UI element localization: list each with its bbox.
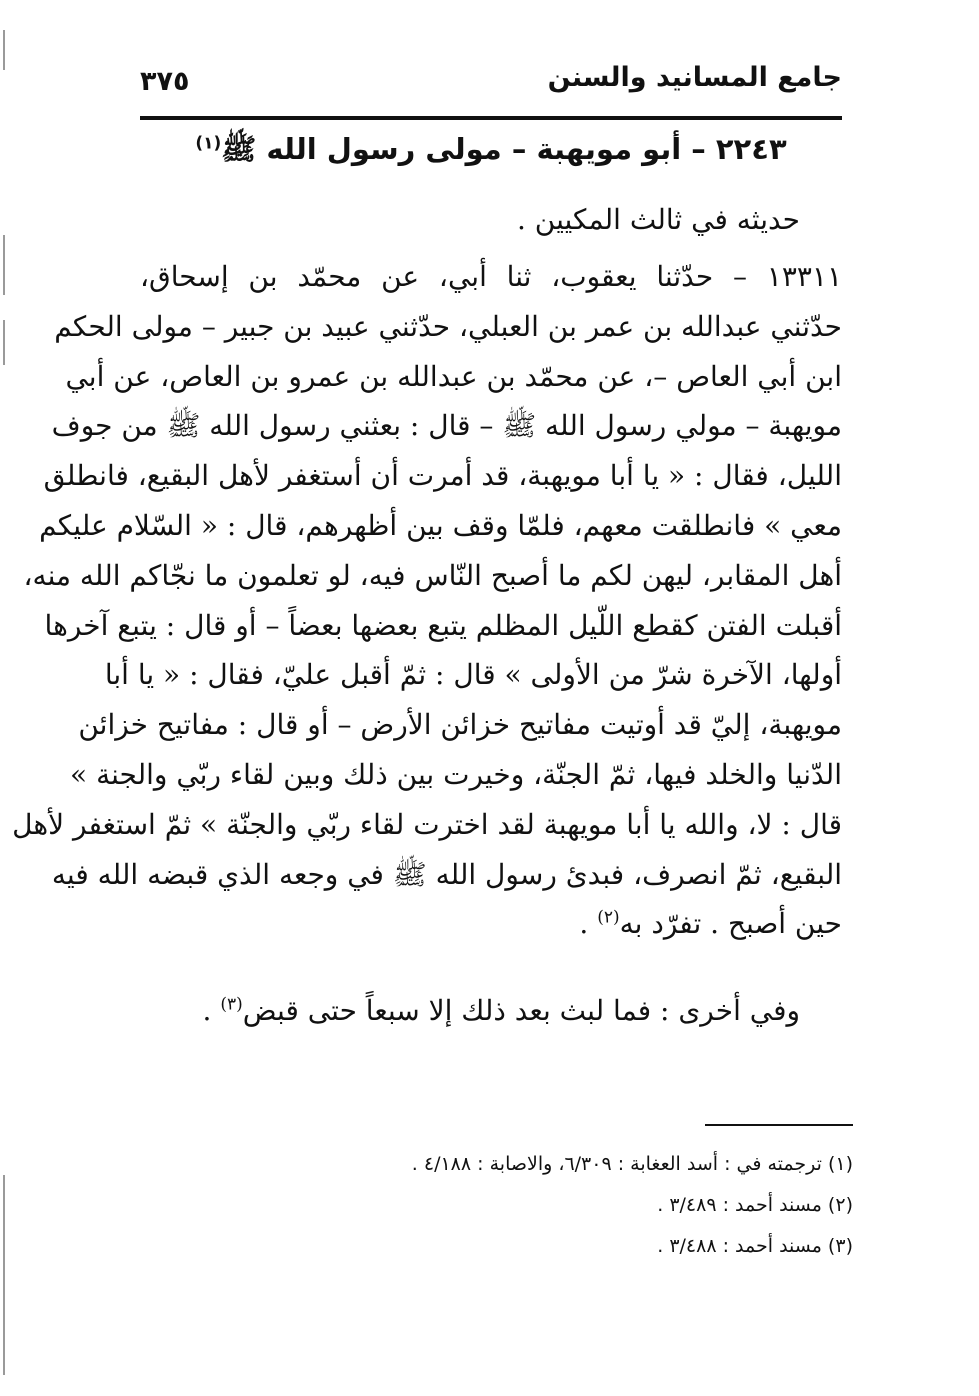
hadith-line: ١٣٣١١ – حدّثنا يعقوب، ثنا أبي، عن محمّد بن إسحاق، — [140, 260, 842, 293]
variant-tail: . — [202, 994, 221, 1027]
scan-edge-mark — [3, 235, 5, 295]
footnote-ref: (٢) — [597, 908, 620, 929]
hadith-last-tail: . — [579, 907, 598, 941]
hadith-line: أهل المقابر، ليهن لكم ما أصبح النّاس فيه، لو تعلمون ما نجّاكم الله منه، — [23, 558, 842, 592]
hadith-line: قال : لا، والله يا أبا مويهبة لقد اخترت لقاء ربّي والجنّة » ثمّ استغفر لأهل — [12, 807, 842, 841]
footnote: (١) ترجمته في : أسد العغابة : ٦/٣٠٩، والاصابة : ٤/١٨٨ . — [411, 1153, 853, 1175]
hadith-paragraph — [12, 252, 842, 949]
scan-edge-mark — [3, 320, 5, 365]
intro-line: حديثه في ثالث المكيين . — [516, 203, 800, 236]
scan-edge-mark — [3, 30, 5, 70]
intro-paragraph — [140, 195, 842, 245]
variant-text: وفي أخرى : فما لبث بعد ذلك إلا سبعاً حتى قبض — [242, 994, 800, 1027]
hadith-last-text: حين أصبح . تفرّد به — [619, 907, 842, 941]
hadith-line: ابن أبي العاص –، عن محمّد بن عبدالله بن عمرو بن العاص، عن أبي — [65, 359, 842, 393]
hadith-line: معي » فانطلقت معهم، فلمّا وقف بين أظهرهم، قال : « السّلام عليكم — [39, 508, 842, 542]
hadith-line: البقيع، ثمّ انصرف، فبدئ رسول الله ﷺ في وجعه الذي قبضه الله فيه — [51, 857, 842, 891]
entry-title-text: ٢٢٤٣ – أبو مويهبة – مولى رسول الله ﷺ — [221, 132, 787, 166]
hadith-line: الليل، فقال : « يا أبا مويهبة، قد أمرت أن أستغفر لأهل البقيع، فانطلق — [43, 459, 842, 493]
footnotes — [140, 1144, 853, 1267]
hadith-line: مويهبة – مولي رسول الله ﷺ – قال : بعثني رسول الله ﷺ من جوف — [51, 409, 842, 443]
footnote-ref: (١) — [195, 133, 222, 154]
footnote-rule — [705, 1124, 853, 1126]
running-title: جامع المسانيد والسنن — [547, 62, 842, 93]
page-header — [140, 62, 842, 114]
scan-edge-mark — [3, 1175, 5, 1375]
hadith-last-line — [140, 899, 842, 949]
variant-line — [140, 986, 842, 1036]
entry-title — [140, 132, 842, 174]
footnote: (٢) مسند أحمد : ٣/٤٨٩ . — [657, 1194, 853, 1216]
page-number: ٣٧٥ — [140, 66, 190, 97]
hadith-line: الدّنيا والخلد فيها، ثمّ الجنّة، وخيرت بين ذلك وبين لقاء ربّي والجنة » — [70, 757, 842, 791]
hadith-line: مويهبة، إليّ قد أوتيت مفاتيح خزائن الأرض – أو قال : مفاتيح خزائن — [78, 708, 842, 742]
hadith-line: أولها، الآخرة شرّ من الأولى » قال : ثمّ أقبل عليّ، فقال : « يا أبا — [104, 658, 842, 692]
footnote-ref: (٣) — [220, 994, 243, 1015]
header-rule — [140, 116, 842, 120]
hadith-line: أقبلت الفتن كقطع اللّيل المظلم يتبع بعضها بعضاً – أو قال : يتبع آخرها — [44, 608, 842, 642]
hadith-line: حدّثني عبدالله بن عمر بن العبلي، حدّثني عبيد بن جبير – مولى الحكم — [54, 309, 842, 343]
footnote: (٣) مسند أحمد : ٣/٤٨٨ . — [657, 1235, 853, 1257]
